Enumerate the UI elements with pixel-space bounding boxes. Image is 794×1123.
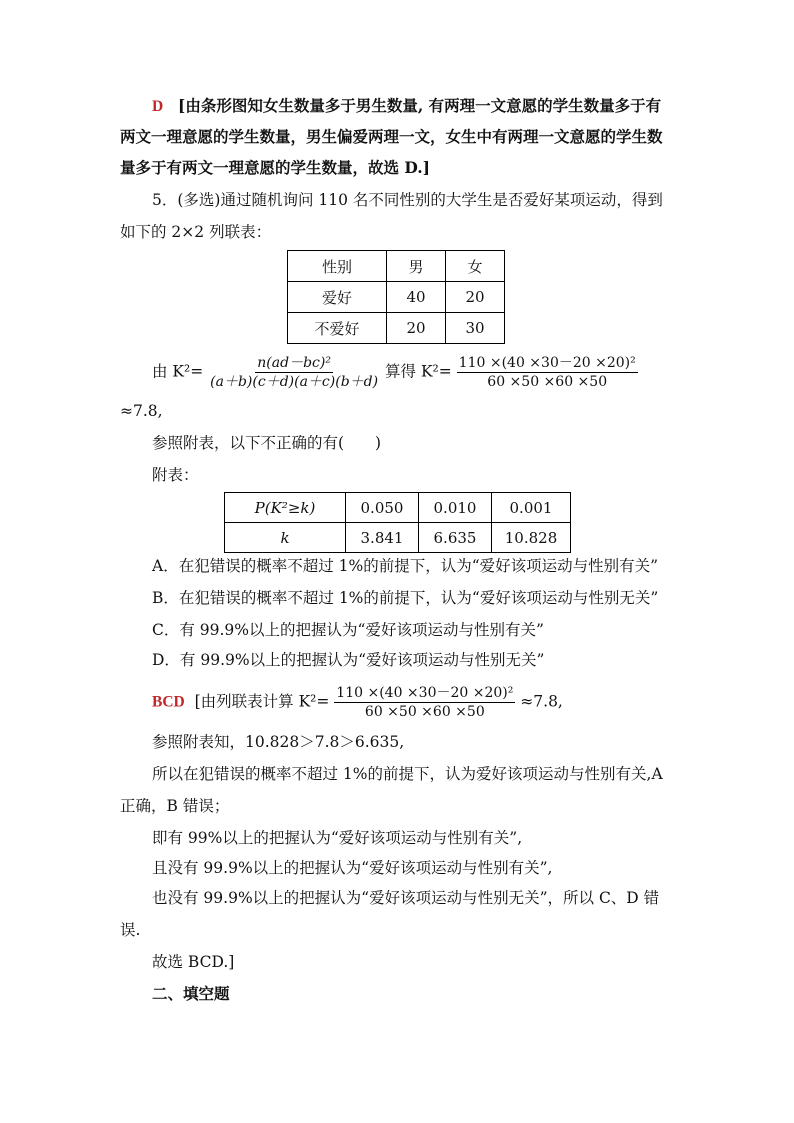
formula-prefix: 由 K²=	[152, 362, 204, 381]
table-row	[288, 282, 505, 313]
section-heading: 二、填空题	[152, 984, 230, 1003]
critical-value-table	[224, 492, 571, 553]
formula-fraction-general	[208, 354, 380, 391]
answer5-line8: 误.	[120, 921, 141, 939]
table-cell: 3.841	[346, 523, 419, 553]
answer5-letters: BCD	[152, 693, 185, 711]
table-cell: 0.010	[419, 493, 492, 523]
formula-numerator-numeric: 110 ×(40 ×30－20 ×20)²	[458, 355, 636, 371]
formula-approx: ≈7.8,	[120, 402, 163, 420]
formula-denominator-numeric: 60 ×50 ×60 ×50	[487, 374, 608, 390]
table-cell: P(K²≥k)	[225, 493, 346, 523]
formula-fraction-numeric	[457, 354, 638, 391]
answer5-fraction	[334, 684, 515, 721]
q5-line1: 5．(多选)通过随机询问 110 名不同性别的大学生是否爱好某项运动，得到	[152, 191, 663, 209]
table-cell: 不爱好	[288, 313, 387, 344]
answer5-line5: 即有 99%以上的把握认为“爱好该项运动与性别有关”,	[152, 829, 523, 847]
formula-line	[152, 354, 638, 391]
option-a: A．在犯错误的概率不超过 1%的前提下，认为“爱好该项运动与性别有关”	[152, 557, 659, 575]
answer5-line6: 且没有 99.9%以上的把握认为“爱好该项运动与性别有关”,	[152, 859, 553, 877]
answer4-letter: D	[152, 98, 164, 115]
formula-numerator: n(ad－bc)²	[257, 355, 331, 371]
table-cell: 0.001	[492, 493, 571, 523]
answer5-line4: 正确，B 错误；	[120, 797, 230, 815]
table-cell: 男	[387, 251, 446, 282]
answer5-line9: 故选 BCD.]	[152, 953, 235, 971]
q5-appendix-label: 附表：	[152, 466, 199, 484]
table-cell: 40	[387, 282, 446, 313]
table-cell: 30	[446, 313, 505, 344]
table-cell: 性别	[288, 251, 387, 282]
table-row	[225, 493, 571, 523]
table-cell: 女	[446, 251, 505, 282]
formula-mid: 算得 K²=	[385, 362, 452, 381]
table-cell: 10.828	[492, 523, 571, 553]
answer5-prefix: [由列联表计算 K²=	[194, 692, 330, 711]
q5-line2: 如下的 2×2 列联表：	[120, 223, 272, 241]
contingency-table	[287, 250, 505, 344]
table-row	[288, 313, 505, 344]
answer5-line3: 所以在犯错误的概率不超过 1%的前提下，认为爱好该项运动与性别有关,A	[152, 765, 663, 783]
answer5-numerator: 110 ×(40 ×30－20 ×20)²	[336, 685, 514, 701]
answer4-line1	[152, 96, 661, 117]
option-c: C．有 99.9%以上的把握认为“爱好该项运动与性别有关”	[152, 621, 544, 639]
formula-denominator: (a＋b)(c＋d)(a＋c)(b＋d)	[210, 374, 379, 390]
answer4-text1: [由条形图知女生数量多于男生数量, 有两理一文意愿的学生数量多于有	[177, 96, 662, 115]
q5-ask: 参照附表，以下不正确的有( )	[152, 434, 382, 452]
table-row	[288, 251, 505, 282]
table-cell: 0.050	[346, 493, 419, 523]
table-row	[225, 523, 571, 553]
table-cell: 20	[387, 313, 446, 344]
answer5-denominator: 60 ×50 ×60 ×50	[364, 704, 485, 720]
answer5-line2: 参照附表知，10.828＞7.8＞6.635,	[152, 733, 405, 751]
table-cell: 爱好	[288, 282, 387, 313]
table-cell: k	[225, 523, 346, 553]
answer5-line7: 也没有 99.9%以上的把握认为“爱好该项运动与性别无关”，所以 C、D 错	[152, 889, 660, 907]
answer5-line1	[152, 684, 563, 721]
answer4-line2: 两文一理意愿的学生数量，男生偏爱两理一文，女生中有两理一文意愿的学生数	[120, 127, 663, 146]
table-cell: 20	[446, 282, 505, 313]
option-d: D．有 99.9%以上的把握认为“爱好该项运动与性别无关”	[152, 651, 545, 669]
answer4-line3: 量多于有两文一理意愿的学生数量，故选 D.]	[120, 158, 431, 177]
option-b: B．在犯错误的概率不超过 1%的前提下，认为“爱好该项运动与性别无关”	[152, 589, 659, 607]
answer5-suffix: ≈7.8,	[520, 692, 563, 711]
table-cell: 6.635	[419, 523, 492, 553]
